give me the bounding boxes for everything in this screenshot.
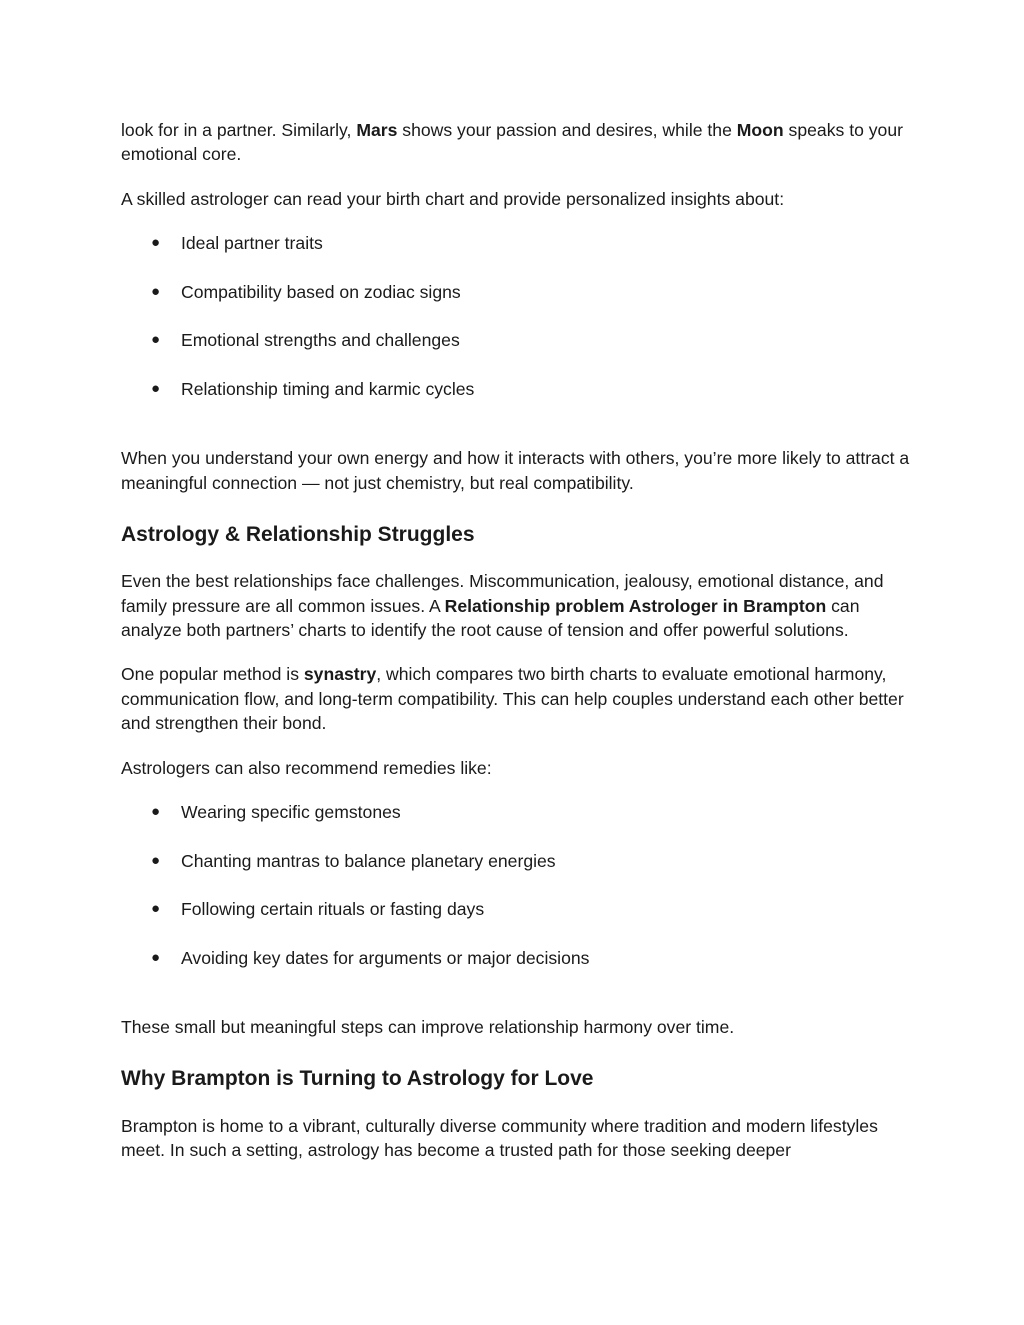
struggles-paragraph-1 bbox=[121, 569, 911, 642]
list-item bbox=[121, 377, 911, 401]
text-run: shows your passion and desires, while the bbox=[397, 120, 737, 140]
list-item bbox=[121, 849, 911, 873]
bold-mars: Mars bbox=[356, 120, 398, 140]
list-item-text: Wearing specific gemstones bbox=[181, 802, 401, 823]
bullet-icon: ● bbox=[151, 234, 161, 252]
text-run: Even the best relationships face challenges. Miscommunication, jealousy, emotional distance, and family pressure are all common issues. A bbox=[121, 571, 884, 616]
section-heading-struggles: Astrology & Relationship Struggles bbox=[121, 523, 475, 547]
text-run: can analyze both partners’ charts to identify the root cause of tension and offer powerful solutions. bbox=[121, 595, 860, 641]
remedies-list bbox=[121, 800, 911, 970]
insights-list bbox=[121, 231, 911, 401]
bullet-icon: ● bbox=[151, 380, 161, 397]
bullet-icon: ● bbox=[151, 282, 161, 300]
bullet-icon: ● bbox=[151, 851, 161, 869]
section-heading-brampton: Why Brampton is Turning to Astrology for Love bbox=[121, 1066, 594, 1090]
intro-paragraph-3: When you understand your own energy and how it interacts with others, you’re more likely to attract a meaningful connection — not just chemistry, but real compatibility. bbox=[121, 448, 910, 493]
bullet-icon: ● bbox=[151, 900, 161, 918]
intro-paragraph-2: A skilled astrologer can read your birth chart and provide personalized insights about: bbox=[121, 188, 785, 209]
bullet-icon: ● bbox=[151, 331, 161, 349]
list-item bbox=[121, 946, 911, 970]
bold-moon: Moon bbox=[736, 120, 784, 140]
list-item-text: Relationship timing and karmic cycles bbox=[181, 379, 475, 399]
list-item bbox=[121, 280, 911, 304]
list-item-text: Following certain rituals or fasting days bbox=[181, 899, 485, 920]
struggles-paragraph-2 bbox=[121, 662, 911, 735]
bold-astrologer-keyword: Relationship problem Astrologer in Brampton bbox=[444, 595, 827, 616]
document-page bbox=[121, 118, 911, 1162]
bold-synastry: synastry bbox=[303, 664, 377, 685]
struggles-paragraph-4: These small but meaningful steps can improve relationship harmony over time. bbox=[121, 1017, 735, 1038]
text-run: , which compares two birth charts to evaluate emotional harmony, communication flow, and long-term compatibility. This can help couples understand each other better and strengthen their bond. bbox=[121, 664, 904, 734]
bullet-icon: ● bbox=[151, 803, 161, 821]
text-run: One popular method is bbox=[121, 664, 304, 685]
list-item bbox=[121, 897, 911, 921]
list-item-text: Compatibility based on zodiac signs bbox=[181, 281, 461, 302]
list-item-text: Chanting mantras to balance planetary energies bbox=[181, 850, 556, 871]
text-run: speaks to your emotional core. bbox=[121, 120, 903, 165]
struggles-paragraph-3: Astrologers can also recommend remedies like: bbox=[121, 757, 492, 778]
brampton-paragraph-1: Brampton is home to a vibrant, culturally diverse community where tradition and modern lifestyles meet. In such a setting, astrology has become a trusted path for those seeking deeper bbox=[121, 1115, 878, 1161]
bullet-icon: ● bbox=[151, 948, 161, 966]
list-item-text: Ideal partner traits bbox=[181, 233, 323, 254]
list-item bbox=[121, 328, 911, 352]
list-item bbox=[121, 231, 911, 255]
intro-paragraph-1 bbox=[121, 118, 911, 167]
list-item-text: Emotional strengths and challenges bbox=[181, 330, 460, 351]
text-run: look for in a partner. Similarly, bbox=[121, 120, 357, 140]
list-item-text: Avoiding key dates for arguments or major decisions bbox=[181, 947, 590, 968]
list-item bbox=[121, 800, 911, 824]
